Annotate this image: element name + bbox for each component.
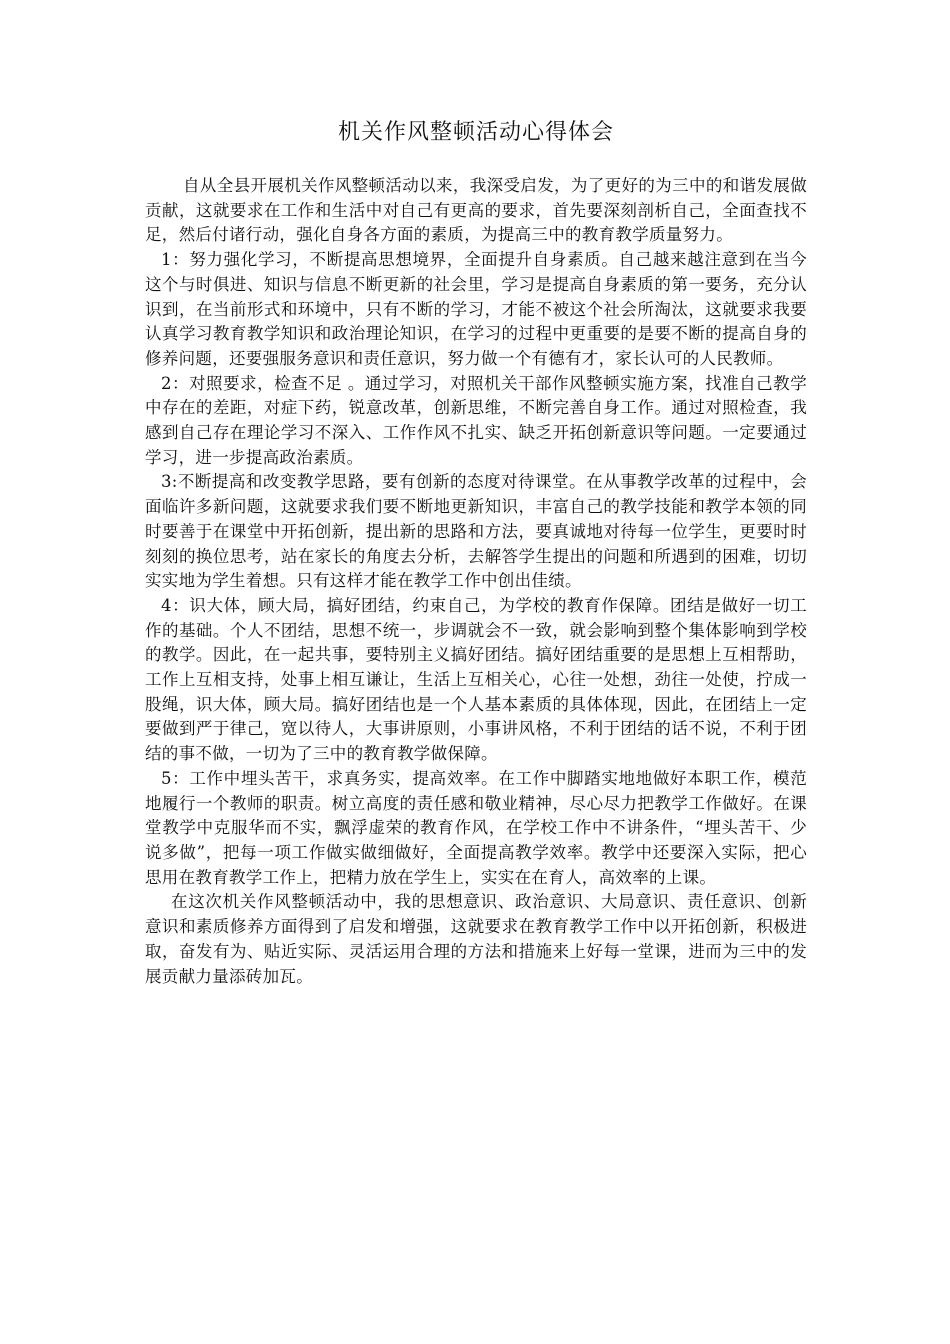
point-paragraph-4: 4：识大体，顾大局，搞好团结，约束自己，为学校的教育作保障。团结是做好一切工作的基础。个人不团结，思想不统一，步调就会不一致，就会影响到整个集体影响到学校的教学。因此，在一起共事，要特别主义搞好团结。搞好团结重要的是思想上互相帮助，工作上互相支持，处事上相互谦让，生活上互相关心，心往一处想，劲往一处使，拧成一股绳，识大体，顾大局。搞好团结也是一个人基本素质的具体体现，因此，在团结上一定要做到严于律己，宽以待人，大事讲原则，小事讲风格，不利于团结的话不说，不利于团结的事不做，一切为了三中的教育教学做保障。 (145, 595, 807, 764)
document-page (145, 118, 807, 989)
intro-paragraph: 自从全县开展机关作风整顿活动以来，我深受启发，为了更好的为三中的和谐发展做贡献，这就要求在工作和生活中对自己有更高的要求，首先要深刻剖析自己，全面查找不足，然后付诸行动，强化自身各方面的素质，为提高三中的教育教学质量努力。 (145, 176, 807, 245)
conclusion-paragraph: 在这次机关作风整顿活动中，我的思想意识、政治意识、大局意识、责任意识、创新意识和素质修养方面得到了启发和增强，这就要求在教育教学工作中以开拓创新，积极进取，奋发有为、贴近实际、灵活运用合理的方法和措施来上好每一堂课，进而为三中的发展贡献力量添砖加瓦。 (145, 892, 807, 986)
point-paragraph-3: 3:不断提高和改变教学思路，要有创新的态度对待课堂。在从事教学改革的过程中，会面临许多新问题，这就要求我们要不断地更新知识，丰富自己的教学技能和教学本领的同时要善于在课堂中开拓创新，提出新的思路和方法，要真诚地对待每一位学生，更要时时刻刻的换位思考，站在家长的角度去分析，去解答学生提出的问题和所遇到的困难，切切实实地为学生着想。只有这样才能在教学工作中创出佳绩。 (145, 472, 807, 591)
document-title: 机关作风整顿活动心得体会 (337, 120, 614, 145)
point-paragraph-1: 1：努力强化学习，不断提高思想境界，全面提升自身素质。自己越来越注意到在当今这个与时俱进、知识与信息不断更新的社会里，学习是提高自身素质的第一要务，充分认识到，在当前形式和环境中，只有不断的学习，才能不被这个社会所淘汰，这就要求我要认真学习教育教学知识和政治理论知识，在学习的过程中更重要的是要不断的提高自身的修养问题，还要强服务意识和责任意识，努力做一个有德有才，家长认可的人民教师。 (145, 250, 807, 368)
point-paragraph-2: 2：对照要求，检查不足 。通过学习，对照机关干部作风整顿实施方案，找准自己教学中存在的差距，对症下药，锐意改革，创新思维，不断完善自身工作。通过对照检查，我感到自己存在理论学习不深入、工作作风不扎实、缺乏开拓创新意识等问题。一定要通过学习，进一步提高政治素质。 (145, 373, 807, 467)
point-paragraph-5: 5：工作中埋头苦干，求真务实，提高效率。在工作中脚踏实地地做好本职工作，模范地履行一个教师的职责。树立高度的责任感和敬业精神，尽心尽力把教学工作做好。在课堂教学中克服华而不实，飘浮虚荣的教育作风，在学校工作中不讲条件，“埋头苦干、少说多做”，把每一项工作做实做细做好，全面提高教学效率。教学中还要深入实际，把心思用在教育教学工作上，把精力放在学生上，实实在在育人，高效率的上课。 (145, 768, 807, 887)
